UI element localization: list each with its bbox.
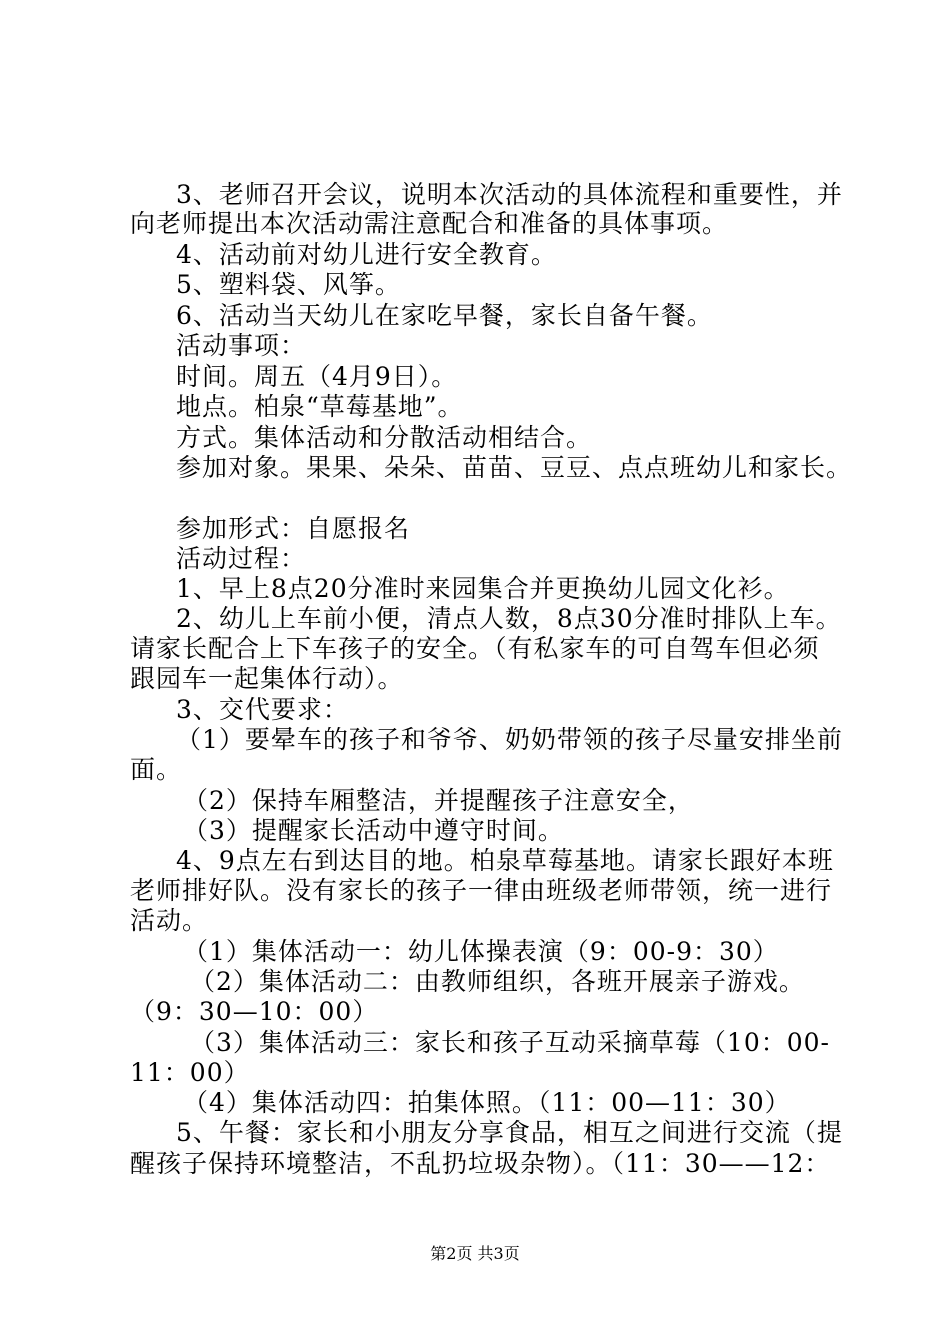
body-line: （2）保持车厢整洁，并提醒孩子注意安全， [183, 786, 694, 815]
body-line: 醒孩子保持环境整洁，不乱扔垃圾杂物）。（11：30——12： [130, 1149, 831, 1178]
body-line: （3）提醒家长活动中遵守时间。 [183, 816, 564, 845]
body-line: 2、幼儿上车前小便，清点人数，8点30分准时排队上车。 [176, 604, 842, 633]
body-line: 活动。 [130, 906, 209, 935]
body-line: 4、活动前对幼儿进行安全教育。 [176, 240, 557, 269]
body-line: 老师排好队。没有家长的孩子一律由班级老师带领，统一进行 [130, 876, 833, 905]
body-line: 请家长配合上下车孩子的安全。（有私家车的可自驾车但必须 [130, 634, 820, 663]
body-line: 向老师提出本次活动需注意配合和准备的具体事项。 [130, 209, 729, 238]
body-line: 参加对象。果果、朵朵、苗苗、豆豆、点点班幼儿和家长。 [176, 453, 853, 482]
body-line: （4）集体活动四：拍集体照。（11：00—11：30） [183, 1088, 791, 1117]
body-line: （1）要晕车的孩子和爷爷、奶奶带领的孩子尽量安排坐前 [176, 725, 843, 754]
body-line: 参加形式：自愿报名 [176, 514, 411, 543]
body-line: 5、塑料袋、风筝。 [176, 270, 401, 299]
body-line: 3、交代要求： [176, 695, 349, 724]
body-line: 3、老师召开会议，说明本次活动的具体流程和重要性，并 [176, 180, 843, 209]
body-line: 1、早上8点20分准时来园集合并更换幼儿园文化衫。 [176, 574, 790, 603]
body-line: （9：30—10：00） [130, 997, 379, 1026]
body-line: 地点。柏泉“草莓基地”。 [176, 392, 464, 421]
body-line: 4、9点左右到达目的地。柏泉草莓基地。请家长跟好本班 [176, 846, 834, 875]
body-line: 5、午餐：家长和小朋友分享食品，相互之间进行交流（提 [176, 1118, 843, 1147]
body-line: 6、活动当天幼儿在家吃早餐，家长自备午餐。 [176, 301, 713, 330]
body-line: 活动过程： [176, 544, 307, 573]
body-line: 活动事项： [176, 331, 307, 360]
body-line: （1）集体活动一：幼儿体操表演（9：00-9：30） [183, 937, 779, 966]
body-line: 跟园车一起集体行动）。 [130, 664, 404, 693]
page-number-footer: 第2页 共3页 [430, 1244, 520, 1263]
body-line: 11：00） [130, 1058, 250, 1087]
body-line: （3）集体活动三：家长和孩子互动采摘草莓（10：00- [190, 1028, 830, 1057]
body-line: 时间。周五（4月9日）。 [176, 362, 458, 391]
body-line: （2）集体活动二：由教师组织，各班开展亲子游戏。 [190, 967, 805, 996]
body-line: 方式。集体活动和分散活动相结合。 [176, 423, 593, 452]
body-line: 面。 [130, 755, 183, 784]
